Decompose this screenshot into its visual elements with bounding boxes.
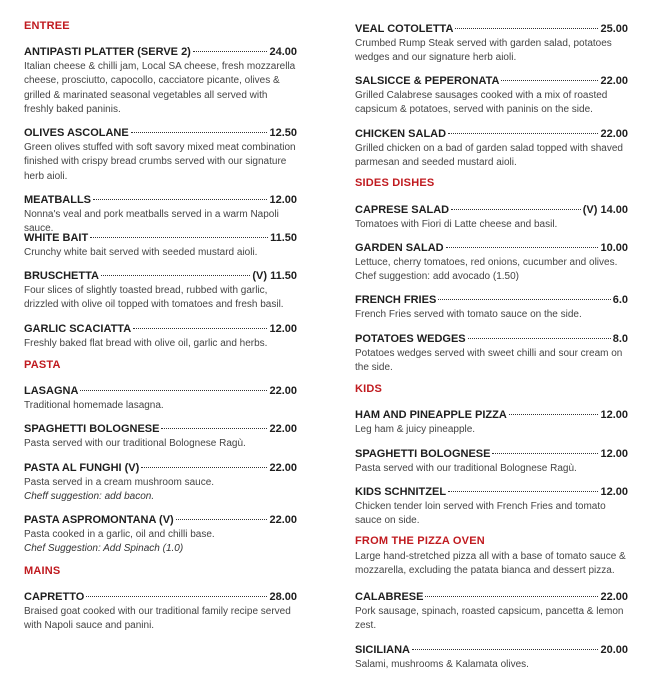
menu-item-ham-pineapple-pizza <box>355 405 628 437</box>
item-name: CAPRETTO <box>24 591 85 603</box>
menu-item-garlic-scaciatta <box>24 319 297 351</box>
item-price: 12.00 <box>600 486 628 498</box>
item-description: Pasta served with our traditional Bolognese Ragù. <box>355 463 577 474</box>
section-title-mains: MAINS <box>24 565 61 577</box>
dot-leader <box>131 120 268 133</box>
item-price: 6.0 <box>612 294 628 306</box>
dot-leader <box>446 235 599 248</box>
dot-leader <box>161 416 267 429</box>
section-title-pizza-oven: FROM THE PIZZA OVEN <box>355 535 485 547</box>
dot-leader <box>133 316 267 329</box>
item-description: Braised goat cooked with our traditional family recipe served with Napoli sauce and panini. <box>24 606 291 632</box>
menu-item-garden-salad <box>355 238 628 285</box>
chef-suggestion: Cheff suggestion: add bacon. <box>24 491 155 503</box>
item-description: Crumbed Rump Steak served with garden salad, potatoes wedges and our signature herb aioli. <box>355 38 612 64</box>
item-name: MEATBALLS <box>24 194 92 206</box>
item-name: POTATOES WEDGES <box>355 333 466 345</box>
item-description: Nonna's veal and pork meatballs served in a warm Napoli sauce. <box>24 209 279 235</box>
item-description: Pasta cooked in a garlic, oil and chilli base. <box>24 529 215 540</box>
item-name: PASTA ASPROMONTANA (V) <box>24 514 174 526</box>
menu-item-antipasti-platter <box>24 42 297 117</box>
dot-leader <box>141 455 267 468</box>
item-description: Tomatoes with Fiori di Latte cheese and basil. <box>355 219 558 230</box>
section-title-pasta: PASTA <box>24 359 61 371</box>
item-price: 25.00 <box>600 23 628 35</box>
item-price: 8.0 <box>612 333 628 345</box>
dot-leader <box>509 402 599 415</box>
chef-suggestion: Chef Suggestion: Add Spinach (1.0) <box>24 543 184 555</box>
dot-leader <box>451 197 581 210</box>
item-description: Pork sausage, spinach, roasted capsicum, pancetta & lemon zest. <box>355 606 624 632</box>
dot-leader <box>90 225 268 238</box>
item-description: Italian cheese & chilli jam, Local SA cheese, fresh mozzarella cheese, prosciutto, capocollo, cacciatore picante, olives & grilled & marinated seasonal vegetables all served with freshly baked paninis. <box>24 61 296 115</box>
dot-leader <box>501 68 598 81</box>
menu-item-white-bait <box>24 228 297 260</box>
section-title-kids: KIDS <box>355 383 383 395</box>
item-name: WHITE BAIT <box>24 232 89 244</box>
item-description: Green olives stuffed with soft savory mixed meat combination finished with crispy bread crumbs served with our signature herb aioli. <box>24 142 296 182</box>
item-name: PASTA AL FUNGHI (V) <box>24 462 140 474</box>
item-description: Grilled Calabrese sausages cooked with a mix of roasted capsicum & potatoes, served with paninis on the side. <box>355 90 608 116</box>
item-description: Pasta served in a cream mushroom sauce. <box>24 477 215 488</box>
section-title-entree: ENTREE <box>24 20 70 32</box>
menu-item-lasagna <box>24 381 297 413</box>
item-name: LASAGNA <box>24 385 79 397</box>
menu-item-kids-spaghetti-bolognese <box>355 444 628 476</box>
item-description: Traditional homemade lasagna. <box>24 400 164 411</box>
item-price: 12.00 <box>269 194 297 206</box>
item-name: CHICKEN SALAD <box>355 128 447 140</box>
item-name: GARLIC SCACIATTA <box>24 323 132 335</box>
dot-leader <box>86 584 267 597</box>
item-price: 24.00 <box>269 46 297 58</box>
item-price: 12.50 <box>269 127 297 139</box>
item-description: Freshly baked flat bread with olive oil, garlic and herbs. <box>24 338 268 349</box>
item-name: SICILIANA <box>355 644 410 656</box>
menu-item-veal-cotoletta <box>355 19 628 66</box>
menu-item-spaghetti-bolognese <box>24 419 297 451</box>
dot-leader <box>455 16 598 29</box>
dot-leader <box>468 326 611 339</box>
dot-leader <box>193 39 268 52</box>
item-price: 22.00 <box>269 385 297 397</box>
item-price: (V) 14.00 <box>582 204 628 216</box>
pizza-intro-text: Large hand-stretched pizza all with a base of tomato sauce & mozzarella, excluding the patata bianca and dessert pizza. <box>355 551 626 577</box>
item-name: OLIVES ASCOLANE <box>24 127 129 139</box>
menu-item-salsicce-peperonata <box>355 71 628 118</box>
item-price: 11.50 <box>270 232 297 244</box>
item-description: Salami, mushrooms & Kalamata olives. <box>355 659 529 670</box>
item-price: 22.00 <box>600 128 628 140</box>
item-name: VEAL COTOLETTA <box>355 23 454 35</box>
dot-leader <box>448 479 598 492</box>
item-name: SALSICCE & PEPERONATA <box>355 75 500 87</box>
item-price: 20.00 <box>600 644 628 656</box>
dot-leader <box>425 584 598 597</box>
dot-leader <box>176 507 268 520</box>
menu-item-pasta-aspromontana <box>24 510 297 557</box>
menu-item-siciliana <box>355 640 628 672</box>
item-description: Crunchy white bait served with seeded mustard aioli. <box>24 247 258 258</box>
item-price: 22.00 <box>269 423 297 435</box>
dot-leader <box>93 187 267 200</box>
dot-leader <box>412 637 598 650</box>
item-price: 12.00 <box>269 323 297 335</box>
item-description: French Fries served with tomato sauce on the side. <box>355 309 582 320</box>
item-price: (V) 11.50 <box>252 270 297 282</box>
menu-item-kids-schnitzel <box>355 482 628 529</box>
dot-leader <box>448 121 598 134</box>
item-price: 10.00 <box>600 242 628 254</box>
dot-leader <box>492 441 598 454</box>
item-name: KIDS SCHNITZEL <box>355 486 447 498</box>
menu-item-bruschetta <box>24 266 297 313</box>
dot-leader <box>101 263 250 276</box>
menu-item-olives-ascolane <box>24 123 297 184</box>
item-name: HAM AND PINEAPPLE PIZZA <box>355 409 507 421</box>
item-name: BRUSCHETTA <box>24 270 99 282</box>
pizza-intro <box>355 549 628 579</box>
menu-item-capretto <box>24 587 297 634</box>
item-description: Potatoes wedges served with sweet chilli and sour cream on the side. <box>355 348 623 374</box>
item-description: Pasta served with our traditional Bolognese Ragù. <box>24 438 246 449</box>
menu-item-caprese-salad <box>355 200 628 232</box>
item-name: CALABRESE <box>355 591 424 603</box>
item-price: 22.00 <box>600 591 628 603</box>
item-description: Four slices of slightly toasted bread, rubbed with garlic, drizzled with olive oil topped with tomatoes and fresh basil. <box>24 285 284 311</box>
item-name: CAPRESE SALAD <box>355 204 450 216</box>
item-price: 22.00 <box>269 514 297 526</box>
item-name: GARDEN SALAD <box>355 242 444 254</box>
item-name: FRENCH FRIES <box>355 294 437 306</box>
menu-item-calabrese <box>355 587 628 634</box>
item-description: Leg ham & juicy pineapple. <box>355 424 476 435</box>
item-price: 12.00 <box>600 409 628 421</box>
menu-item-potatoes-wedges <box>355 329 628 376</box>
dot-leader <box>80 378 267 391</box>
item-description: Lettuce, cherry tomatoes, red onions, cucumber and olives. Chef suggestion: add avocado (1.50) <box>355 257 618 283</box>
section-title-sides: SIDES DISHES <box>355 177 435 189</box>
dot-leader <box>438 287 610 300</box>
menu-item-chicken-salad <box>355 124 628 171</box>
menu-item-french-fries <box>355 290 628 322</box>
menu-item-pasta-al-funghi <box>24 458 297 505</box>
item-name: SPAGHETTI BOLOGNESE <box>355 448 491 460</box>
item-description: Grilled chicken on a bad of garden salad topped with shaved parmesan and seeded mustard aioli. <box>355 143 623 169</box>
item-name: SPAGHETTI BOLOGNESE <box>24 423 160 435</box>
item-price: 12.00 <box>600 448 628 460</box>
item-price: 22.00 <box>269 462 297 474</box>
item-description: Chicken tender loin served with French Fries and tomato sauce on side. <box>355 501 606 527</box>
item-price: 28.00 <box>269 591 297 603</box>
item-price: 22.00 <box>600 75 628 87</box>
item-name: ANTIPASTI PLATTER (SERVE 2) <box>24 46 191 58</box>
